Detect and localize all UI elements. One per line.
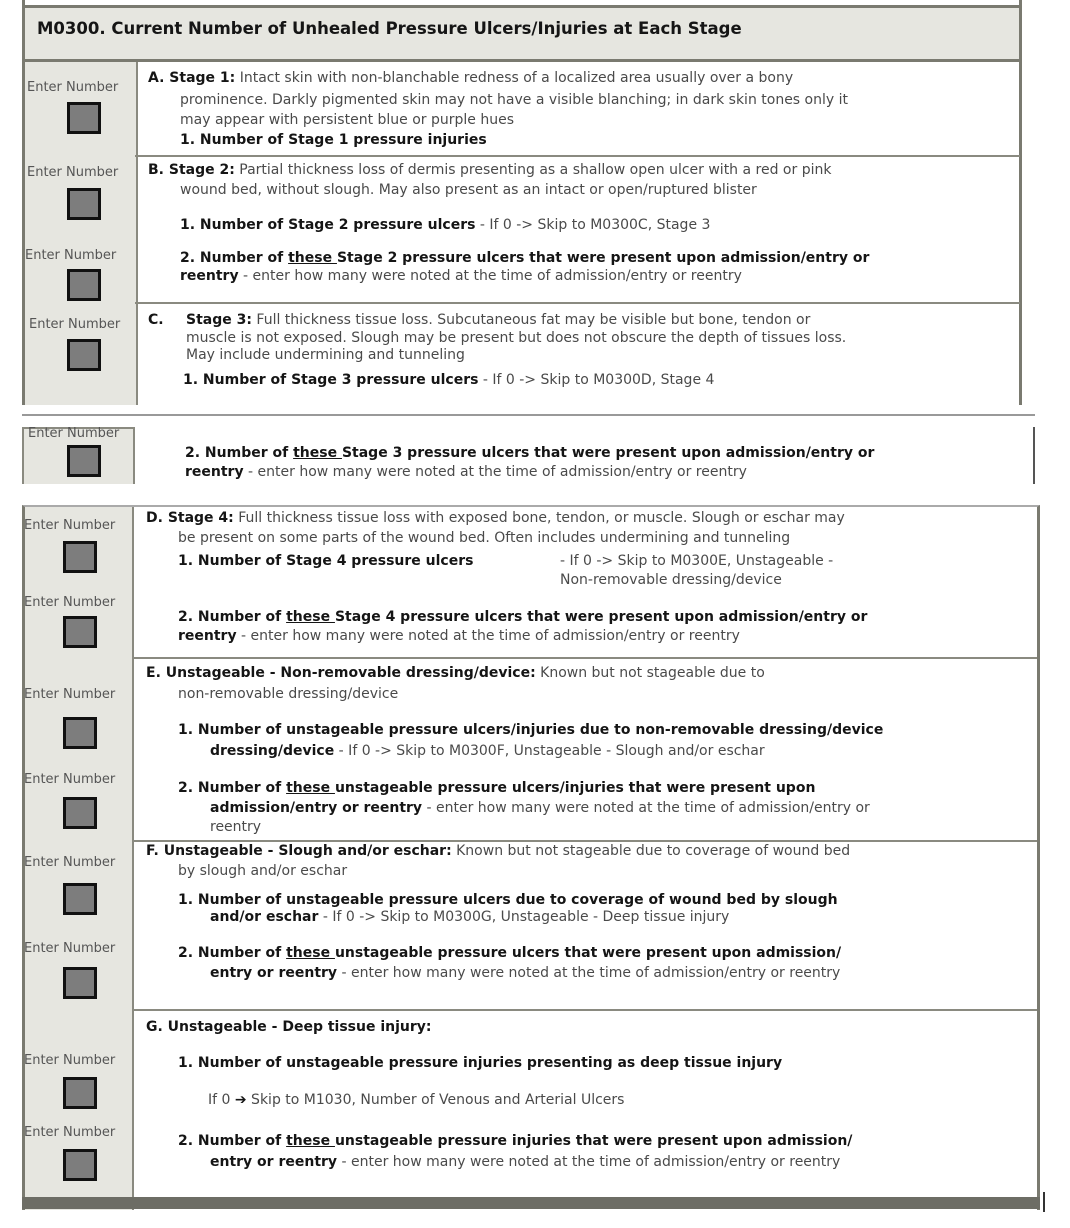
stage-4-present-input[interactable]	[63, 616, 97, 648]
enter-number-label: Enter Number	[24, 518, 116, 533]
stage-4-question-1: 1. Number of Stage 4 pressure ulcers	[178, 553, 474, 569]
stage-4-description-2: be present on some parts of the wound bed. Often includes undermining and tunneling	[178, 530, 791, 546]
stage-1-description-2: prominence. Darkly pigmented skin may not have a visible blanching; in dark skin tones only it	[180, 92, 848, 108]
unstageable-dressing-description-2: non-removable dressing/device	[178, 686, 399, 702]
arrow-right-icon: ➔	[234, 1092, 247, 1108]
unstageable-dressing-question-2: 2. Number of these unstageable pressure ulcers/injuries that were present upon	[178, 780, 816, 796]
deep-tissue-question-2: 2. Number of these unstageable pressure injuries that were present upon admission/	[178, 1133, 853, 1149]
enter-number-label: Enter Number	[27, 165, 119, 180]
unstageable-dressing-count-input[interactable]	[63, 717, 97, 749]
enter-number-label: Enter Number	[24, 687, 116, 702]
deep-tissue-question-2-hint: entry or reentry - enter how many were noted at the time of admission/entry or reentry	[210, 1154, 841, 1170]
deep-tissue-question-1: 1. Number of unstageable pressure injuries presenting as deep tissue injury	[178, 1055, 783, 1071]
unstageable-dressing-question-1-skip: dressing/device - If 0 -> Skip to M0300F, Unstageable - Slough and/or eschar	[210, 743, 765, 759]
stage-4-skip-2: Non-removable dressing/device	[560, 572, 782, 588]
divider	[1033, 427, 1035, 484]
enter-number-label: Enter Number	[24, 1053, 116, 1068]
stage-3-letter: C.	[148, 312, 164, 328]
stage-1-question: 1. Number of Stage 1 pressure injuries	[180, 132, 487, 148]
unstageable-dressing-question-2-hint-2: reentry	[210, 819, 262, 835]
text-cursor	[1043, 1192, 1045, 1212]
stage-2-count-input[interactable]	[67, 188, 101, 220]
stage-1-description: A. Stage 1: Intact skin with non-blanchable redness of a localized area usually over a bony	[148, 70, 794, 86]
stage-2-question-1: 1. Number of Stage 2 pressure ulcers - If 0 -> Skip to M0300C, Stage 3	[180, 217, 711, 233]
stage-3-question-1: 1. Number of Stage 3 pressure ulcers - If 0 -> Skip to M0300D, Stage 4	[183, 372, 715, 388]
unstageable-slough-description-2: by slough and/or eschar	[178, 863, 348, 879]
unstageable-dressing-question-2-hint: admission/entry or reentry - enter how many were noted at the time of admission/entry or	[210, 800, 870, 816]
enter-number-label: Enter Number	[29, 317, 121, 332]
stage-3-description-3: May include undermining and tunneling	[186, 347, 465, 363]
stage-1-count-input[interactable]	[67, 102, 101, 134]
divider	[132, 657, 1037, 659]
stage-2-description: B. Stage 2: Partial thickness loss of dermis presenting as a shallow open ulcer with a red or pink	[148, 162, 832, 178]
unstageable-slough-question-2-hint: entry or reentry - enter how many were noted at the time of admission/entry or reentry	[210, 965, 841, 981]
stage-3-description-2: muscle is not exposed. Slough may be present but does not obscure the depth of tissues loss.	[186, 330, 847, 346]
unstageable-slough-question-2: 2. Number of these unstageable pressure ulcers that were present upon admission/	[178, 945, 842, 961]
stage-2-question-2-hint: reentry - enter how many were noted at the time of admission/entry or reentry	[180, 268, 742, 284]
stage-4-description: D. Stage 4: Full thickness tissue loss with exposed bone, tendon, or muscle. Slough or eschar may	[146, 510, 845, 526]
enter-number-label: Enter Number	[25, 248, 117, 263]
stage-4-count-input[interactable]	[63, 541, 97, 573]
bottom-border	[22, 1197, 1040, 1209]
stage-3-description: Stage 3: Full thickness tissue loss. Subcutaneous fat may be visible but bone, tendon or	[186, 312, 811, 328]
deep-tissue-count-input[interactable]	[63, 1077, 97, 1109]
stage-3-question-2-hint: reentry - enter how many were noted at the time of admission/entry or reentry	[185, 464, 747, 480]
deep-tissue-present-input[interactable]	[63, 1149, 97, 1181]
stage-2-present-input[interactable]	[67, 269, 101, 301]
unstageable-slough-question-1: 1. Number of unstageable pressure ulcers due to coverage of wound bed by slough	[178, 892, 838, 908]
divider	[135, 302, 1020, 304]
enter-number-label: Enter Number	[24, 772, 116, 787]
enter-number-label: Enter Number	[24, 941, 116, 956]
unstageable-dressing-present-input[interactable]	[63, 797, 97, 829]
unstageable-dressing-question-1: 1. Number of unstageable pressure ulcers/injuries due to non-removable dressing/device	[178, 722, 884, 738]
unstageable-slough-count-input[interactable]	[63, 883, 97, 915]
enter-number-label: Enter Number	[24, 1125, 116, 1140]
enter-number-label: Enter Number	[27, 80, 119, 95]
stage-4-skip: - If 0 -> Skip to M0300E, Unstageable -	[560, 553, 834, 569]
page-title: M0300. Current Number of Unhealed Pressure Ulcers/Injuries at Each Stage	[37, 19, 742, 38]
deep-tissue-skip: If 0 ➔ Skip to M1030, Number of Venous and Arterial Ulcers	[208, 1092, 625, 1108]
enter-number-label: Enter Number	[28, 426, 120, 441]
unstageable-dressing-description: E. Unstageable - Non-removable dressing/device: Known but not stageable due to	[146, 665, 765, 681]
stage-3-count-input[interactable]	[67, 339, 101, 371]
stage-3-present-input[interactable]	[67, 445, 101, 477]
stage-1-description-3: may appear with persistent blue or purple hues	[180, 112, 514, 128]
unstageable-slough-question-1-skip: and/or eschar - If 0 -> Skip to M0300G, Unstageable - Deep tissue injury	[210, 909, 730, 925]
enter-number-label: Enter Number	[24, 855, 116, 870]
stage-3-question-2: 2. Number of these Stage 3 pressure ulcers that were present upon admission/entry or	[185, 445, 875, 461]
stage-2-description-2: wound bed, without slough. May also present as an intact or open/ruptured blister	[180, 182, 757, 198]
deep-tissue-injury-heading: G. Unstageable - Deep tissue injury:	[146, 1019, 432, 1035]
divider	[132, 1009, 1037, 1011]
enter-number-label: Enter Number	[24, 595, 116, 610]
divider	[135, 155, 1020, 157]
stage-4-question-2-hint: reentry - enter how many were noted at the time of admission/entry or reentry	[178, 628, 740, 644]
section-header	[25, 5, 1022, 62]
page-break-line	[22, 414, 1035, 416]
unstageable-slough-present-input[interactable]	[63, 967, 97, 999]
unstageable-slough-description: F. Unstageable - Slough and/or eschar: Known but not stageable due to coverage of wound bed	[146, 843, 851, 859]
stage-2-question-2: 2. Number of these Stage 2 pressure ulcers that were present upon admission/entry or	[180, 250, 870, 266]
stage-4-question-2: 2. Number of these Stage 4 pressure ulcers that were present upon admission/entry or	[178, 609, 868, 625]
